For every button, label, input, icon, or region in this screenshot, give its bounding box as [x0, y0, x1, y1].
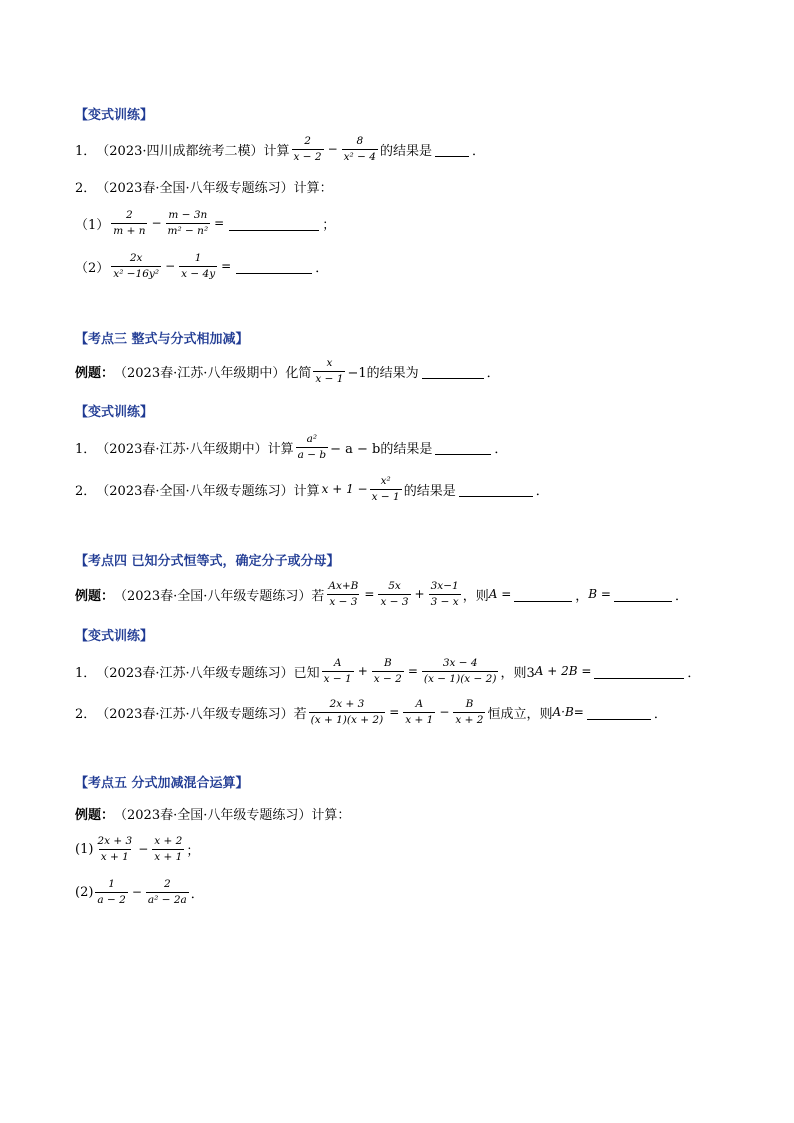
section-heading-topic-4: 【考点四 已知分式恒等式，确定分子或分母】: [75, 554, 340, 569]
fraction: $\frac{A}{x - 1}$: [323, 657, 352, 685]
fraction: $\frac{m - 3n}{\text{m² − n²}}$: [167, 209, 209, 237]
answer-blank: [435, 440, 491, 455]
fraction: $\frac{2x + 3}{x + 1}$: [97, 835, 133, 863]
question-1-2: 2． （2023春·全国·八年级专题练习）计算：: [75, 180, 333, 196]
fraction: $\frac{5x}{x - 3}$: [380, 580, 409, 608]
fraction: $\frac{3x - 4}{(x - 1)(x - 2)}$: [423, 657, 497, 685]
fraction: $\frac{A}{x + 1}$: [405, 698, 434, 726]
answer-blank: [236, 259, 312, 274]
fraction: $\frac{\text{x²}}{x - 1}$: [371, 475, 400, 503]
question-1-2-part-1: （1） $\frac{2}{m + n}$ − $\frac{m - 3n}{\text{m² − n²}}$ = ；: [75, 209, 336, 237]
fraction: $\frac{2}{\text{a² − 2a}}$: [147, 878, 187, 906]
answer-blank: [614, 587, 672, 602]
answer-blank: [594, 664, 684, 679]
question-3-2: 2． （2023春·江苏·八年级专题练习）若 $\frac{2x + 3}{(x + 1)(x + 2)}$ = $\frac{A}{x + 1}$ − $\frac{B}{x + 2}$ 恒成立，则 A·B= ．: [75, 698, 667, 726]
fraction: $\frac{x + 2}{x + 1}$: [154, 835, 183, 863]
fraction: $\frac{\text{a²}}{a - b}$: [297, 433, 327, 461]
question-1-2-part-2: （2） $\frac{2x}{\text{x² −16y²}}$ − $\frac{1}{x - 4y}$ = ．: [75, 252, 329, 280]
answer-blank: [514, 587, 572, 602]
section-heading-variant-training-2: 【变式训练】: [75, 405, 154, 420]
fraction: $\frac{8}{\text{x² − 4}}$: [343, 135, 376, 163]
fraction: $\frac{2x}{\text{x² −16y²}}$: [113, 252, 160, 280]
question-1-1: 1． （2023·四川成都统考二模）计算 $\frac{2}{x - 2}$ − $\frac{8}{\text{x² − 4}}$ 的结果是 ．: [75, 135, 485, 163]
fraction: $\frac{B}{x + 2}$: [455, 698, 484, 726]
section-heading-variant-training-3: 【变式训练】: [75, 629, 154, 644]
fraction: $\frac{2}{x - 2}$: [293, 135, 322, 163]
question-2-2: 2． （2023春·全国·八年级专题练习）计算 x + 1 − $\frac{\text{x²}}{x - 1}$ 的结果是 ．: [75, 475, 549, 503]
example-topic-5-part-2: (2) $\frac{1}{a - 2}$ − $\frac{2}{\text{a² − 2a}}$ ．: [75, 878, 204, 906]
answer-blank: [459, 482, 533, 497]
answer-blank: [587, 705, 651, 720]
fraction: $\frac{B}{x - 2}$: [373, 657, 402, 685]
example-topic-5-part-1: (1) $\frac{2x + 3}{x + 1}$ − $\frac{x + 2}{x + 1}$ ；: [75, 835, 200, 863]
example-topic-5: 例题： （2023春·全国·八年级专题练习）计算：: [75, 807, 351, 823]
answer-blank: [229, 216, 319, 231]
example-topic-3: 例题： （2023春·江苏·八年级期中）化简 $\frac{x}{x - 1}$ −1的结果为 ．: [75, 357, 500, 385]
question-2-1: 1． （2023春·江苏·八年级期中）计算 $\frac{\text{a²}}{a - b}$ − a − b的结果是 ．: [75, 433, 508, 461]
section-heading-topic-5: 【考点五 分式加减混合运算】: [75, 776, 249, 791]
question-3-1: 1． （2023春·江苏·八年级专题练习）已知 $\frac{A}{x - 1}$ + $\frac{B}{x - 2}$ = $\frac{3x - 4}{(x - 1)(x - 2)}$ ，则3 A + 2B = ．: [75, 657, 701, 685]
example-topic-4: 例题： （2023春·全国·八年级专题练习）若 $\frac{Ax+B}{x - 3}$ = $\frac{5x}{x - 3}$ + $\frac{3x-1}{3 - x}$ ，则 A = ， B = ．: [75, 580, 688, 608]
answer-blank: [422, 364, 484, 379]
answer-blank: [435, 142, 469, 157]
section-heading-topic-3: 【考点三 整式与分式相加减】: [75, 332, 249, 347]
fraction: $\frac{2}{m + n}$: [113, 209, 146, 237]
fraction: $\frac{1}{x - 4y}$: [181, 252, 216, 280]
fraction: $\frac{1}{a - 2}$: [97, 878, 126, 906]
fraction: $\frac{2x + 3}{(x + 1)(x + 2)}$: [310, 698, 384, 726]
fraction: $\frac{x}{x - 1}$: [315, 357, 344, 385]
section-heading-variant-training-1: 【变式训练】: [75, 108, 154, 123]
fraction: $\frac{3x-1}{3 - x}$: [430, 580, 459, 608]
fraction: $\frac{Ax+B}{x - 3}$: [328, 580, 359, 608]
